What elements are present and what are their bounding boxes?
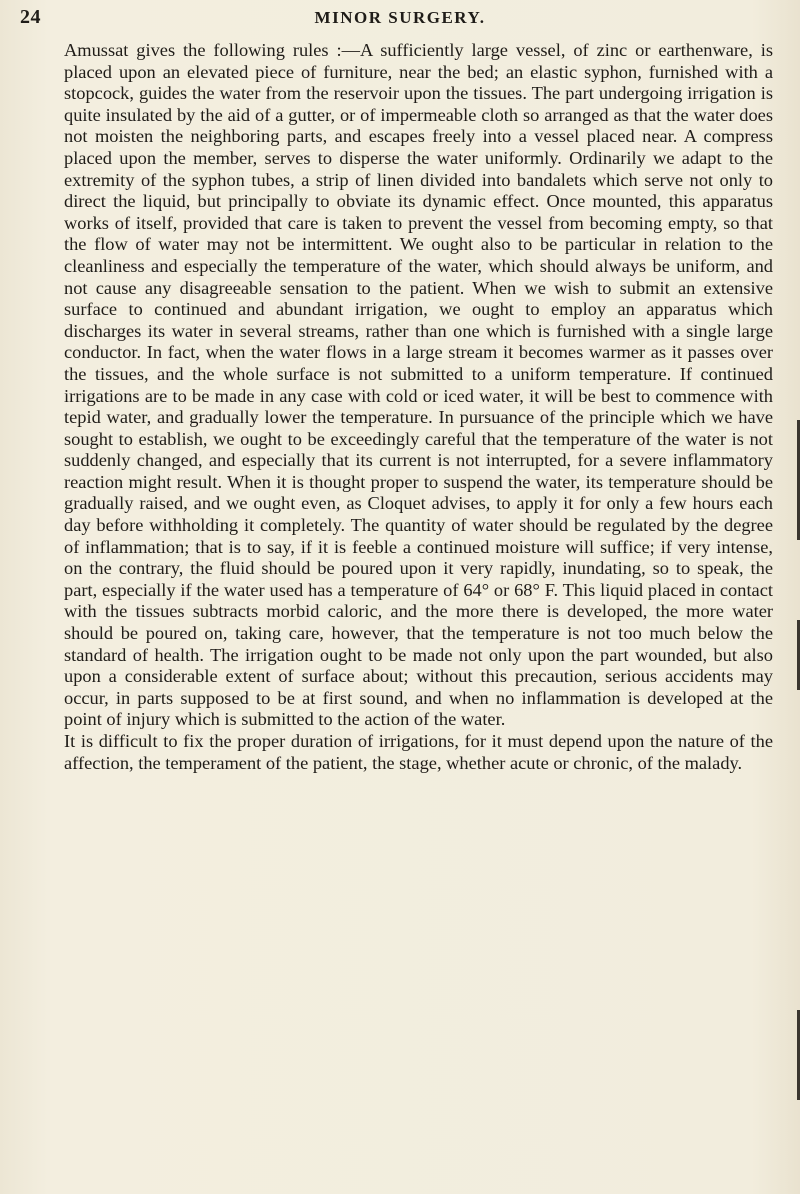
body-text	[64, 40, 773, 774]
running-head	[0, 6, 800, 32]
paragraph-irrigation-duration: It is difficult to fix the proper duration of irrigations, for it must depend upon the nature of the affection, the temperament of the patient, the stage, whether acute or chronic, of the malady.	[64, 731, 773, 773]
page-number: 24	[20, 6, 41, 28]
running-title: MINOR SURGERY.	[314, 8, 486, 27]
paragraph-irrigation-rules: Amussat gives the following rules :—A sufficiently large vessel, of zinc or earthenware, is placed upon an elevated piece of furniture, near the bed; an elastic syphon, furnished with a stopcock, guides the water from the reservoir upon the tissues. The part undergoing irrigation is quite insulated by the aid of a gutter, or of impermeable cloth so arranged as that the water does not moisten the neighboring parts, and escapes freely into a vessel placed near. A compress placed upon the member, serves to disperse the water uniformly. Ordinarily we adapt to the extremity of the syphon tubes, a strip of linen divided into bandalets which serve not only to direct the liquid, but principally to obviate its dynamic effect. Once mounted, this apparatus works of itself, provided that care is taken to prevent the vessel from becoming empty, so that the flow of water may not be intermittent. We ought also to be particular in relation to the cleanliness and especially the temperature of the water, which should always be uniform, and not cause any disagreeable sensation to the patient. When we wish to submit an extensive surface to continued and abundant irrigation, we ought to employ an apparatus which discharges its water in several streams, rather than one which is furnished with a single large conductor. In fact, when the water flows in a large stream it becomes warmer as it passes over the tissues, and the whole surface is not submitted to a uniform temperature. If continued irrigations are to be made in any case with cold or iced water, it will be best to commence with tepid water, and gradually lower the temperature. In pursuance of the principle which we have sought to establish, we ought to be exceedingly careful that the temperature of the water is not suddenly changed, and especially that its current is not interrupted, for a severe inflammatory reaction might result. When it is thought proper to suspend the water, its temperature should be gradually raised, and we ought even, as Cloquet advises, to apply it for only a few hours each day before withholding it completely. The quantity of water should be regulated by the degree of inflammation; that is to say, if it is feeble a continued moisture will suffice; if very intense, on the contrary, the fluid should be poured upon it very rapidly, inundating, so to speak, the part, especially if the water used has a temperature of 64° or 68° F. This liquid placed in contact with the tissues subtracts morbid caloric, and the more there is developed, the more water should be poured on, taking care, however, that the temperature is not too much below the standard of health. The irrigation ought to be made not only upon the part wounded, but also upon a considerable extent of surface about; without this precaution, serious accidents may occur, in parts supposed to be at first sound, and when no inflammation is developed at the point of injury which is submitted to the action of the water.	[64, 40, 773, 730]
